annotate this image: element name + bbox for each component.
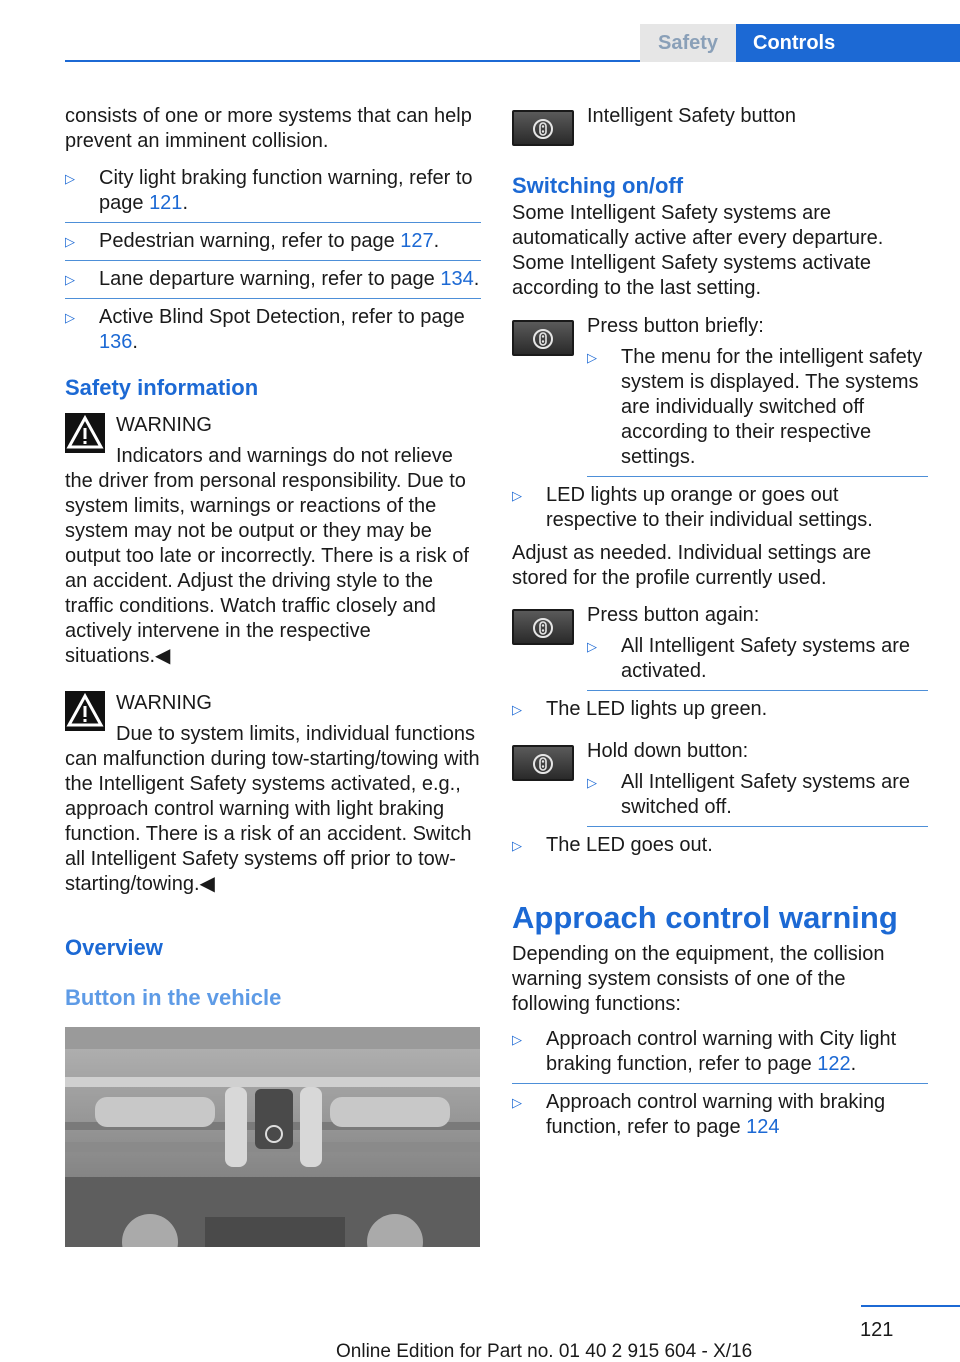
page-link[interactable]: 122 — [817, 1053, 851, 1075]
press-again-row — [512, 603, 928, 691]
list-item-text: Approach control warning with braking function, refer to page — [546, 1091, 886, 1138]
page-link[interactable]: 121 — [149, 192, 183, 214]
list-item — [65, 299, 481, 361]
press-briefly-list — [587, 339, 928, 477]
approach-text: Depending on the equipment, the collision warning system consists of one of the following functions: — [512, 943, 885, 1015]
triangle-bullet-icon: ▷ — [587, 350, 597, 365]
list-item — [65, 160, 481, 223]
warning-block-2 — [65, 687, 481, 897]
page-number: 121 — [860, 1319, 894, 1341]
list-item — [512, 477, 928, 539]
console-photo — [65, 1027, 480, 1247]
footer-rule — [861, 1305, 960, 1307]
list-item — [512, 1084, 928, 1146]
list-item — [587, 628, 928, 691]
warning-first-line: Indicators and warnings do not relieve — [116, 445, 453, 467]
press-again-list — [587, 628, 928, 691]
switching-heading: Switching on/off — [512, 173, 684, 198]
list-item-text: Pedestrian warning, refer to page — [99, 230, 401, 252]
led-green-list — [512, 691, 928, 728]
list-item — [587, 339, 928, 477]
list-item — [512, 1021, 928, 1084]
triangle-bullet-icon: ▷ — [65, 310, 75, 325]
list-item-end: . — [850, 1053, 857, 1075]
press-briefly-label: Press button briefly: — [587, 315, 764, 337]
button-in-vehicle-heading: Button in the vehicle — [65, 985, 282, 1010]
list-item-end: . — [132, 331, 138, 353]
safety-information-heading: Safety information — [65, 375, 259, 400]
left-column — [65, 104, 481, 1247]
warning-text: the driver from personal responsibility. Due to system limits, warnings or reactions of the system may not be output or they may be output too late or incorrectly. There is a risk of an accident. Adjust the driving style to the traffic conditions. Watch traffic closely and actively intervene in the respective situations.◀ — [65, 470, 469, 667]
intro-paragraph: consists of one or more systems that can help prevent an imminent collision. — [65, 105, 472, 152]
warning-first-line: Due to system limits, individual functions — [116, 723, 476, 745]
list-item-text: Lane departure warning, refer to page — [99, 268, 441, 290]
list-item-end: . — [473, 268, 480, 290]
page-link[interactable]: 136 — [99, 331, 133, 353]
page-link[interactable]: 127 — [400, 230, 434, 252]
list-item-text: The LED goes out. — [546, 834, 713, 856]
switching-text: Some Intelligent Safety systems are automatically active after every departure. Some Intelligent Safety systems activate according to the last setting. — [512, 202, 884, 299]
press-briefly-row — [512, 314, 928, 477]
triangle-bullet-icon: ▷ — [512, 488, 522, 503]
triangle-bullet-icon: ▷ — [65, 171, 75, 186]
hold-down-row — [512, 739, 928, 827]
list-item — [512, 827, 928, 864]
systems-list — [65, 160, 481, 361]
list-item-text: The menu for the intelligent safety system is displayed. The systems are individually switched off according to their respective settings. — [621, 346, 923, 468]
list-item-text: City light braking function warning, refer to page — [99, 167, 473, 214]
list-item — [512, 691, 928, 728]
warning-triangle-icon — [65, 691, 105, 731]
list-item-text: LED lights up orange or goes out respective to their individual settings. — [546, 484, 873, 531]
triangle-bullet-icon: ▷ — [512, 838, 522, 853]
list-item-text: The LED lights up green. — [546, 698, 768, 720]
triangle-bullet-icon: ▷ — [512, 1095, 522, 1110]
header-chapter-tab[interactable]: Controls — [736, 24, 960, 62]
led-list — [512, 477, 928, 539]
press-again-label: Press button again: — [587, 604, 760, 626]
approach-control-heading: Approach control warning — [512, 900, 898, 935]
list-item-text: Active Blind Spot Detection, refer to page — [99, 306, 465, 328]
list-item-text: All Intelligent Safety systems are activated. — [621, 635, 911, 682]
list-item-end: . — [433, 230, 440, 252]
list-item-end: . — [182, 192, 188, 214]
list-item — [65, 223, 481, 261]
warning-label: WARNING — [116, 414, 212, 436]
warning-triangle-icon — [65, 413, 105, 453]
list-item-text: All Intelligent Safety systems are switched off. — [621, 771, 911, 818]
list-item — [65, 261, 481, 299]
intelligent-safety-button-icon — [512, 320, 574, 356]
list-item-text: Approach control warning with City light braking function, refer to page — [546, 1028, 897, 1075]
overview-heading: Overview — [65, 935, 163, 960]
edition-text: Online Edition for Part no. 01 40 2 915 604 - X/16 — [336, 1341, 753, 1362]
triangle-bullet-icon: ▷ — [65, 234, 75, 249]
triangle-bullet-icon: ▷ — [65, 272, 75, 287]
intelligent-safety-button-icon — [512, 110, 574, 146]
approach-list — [512, 1021, 928, 1146]
adjust-text: Adjust as needed. Individual settings are stored for the profile currently used. — [512, 542, 872, 589]
triangle-bullet-icon: ▷ — [512, 702, 522, 717]
led-out-list — [512, 827, 928, 864]
intelligent-safety-button-icon — [512, 745, 574, 781]
button-caption: Intelligent Safety button — [587, 105, 797, 127]
triangle-bullet-icon: ▷ — [587, 639, 597, 654]
right-column — [512, 104, 928, 1146]
header-section-tab[interactable]: Safety — [640, 24, 736, 62]
warning-label: WARNING — [116, 692, 212, 714]
hold-down-label: Hold down button: — [587, 740, 749, 762]
page-link[interactable]: 124 — [746, 1116, 780, 1138]
triangle-bullet-icon: ▷ — [587, 775, 597, 790]
warning-block-1 — [65, 409, 481, 669]
intelligent-safety-button-icon — [512, 609, 574, 645]
warning-text: can malfunction during tow-starting/towing with the Intelligent Safety systems activated, e.g., approach control warning with light braking function. There is a risk of an accident. Switch all Intelligent Safety systems off prior to tow-starting/towing.◀ — [65, 748, 480, 895]
button-caption-row — [512, 104, 928, 144]
triangle-bullet-icon: ▷ — [512, 1032, 522, 1047]
list-item — [587, 764, 928, 827]
page-link[interactable]: 134 — [440, 268, 474, 290]
hold-down-list — [587, 764, 928, 827]
